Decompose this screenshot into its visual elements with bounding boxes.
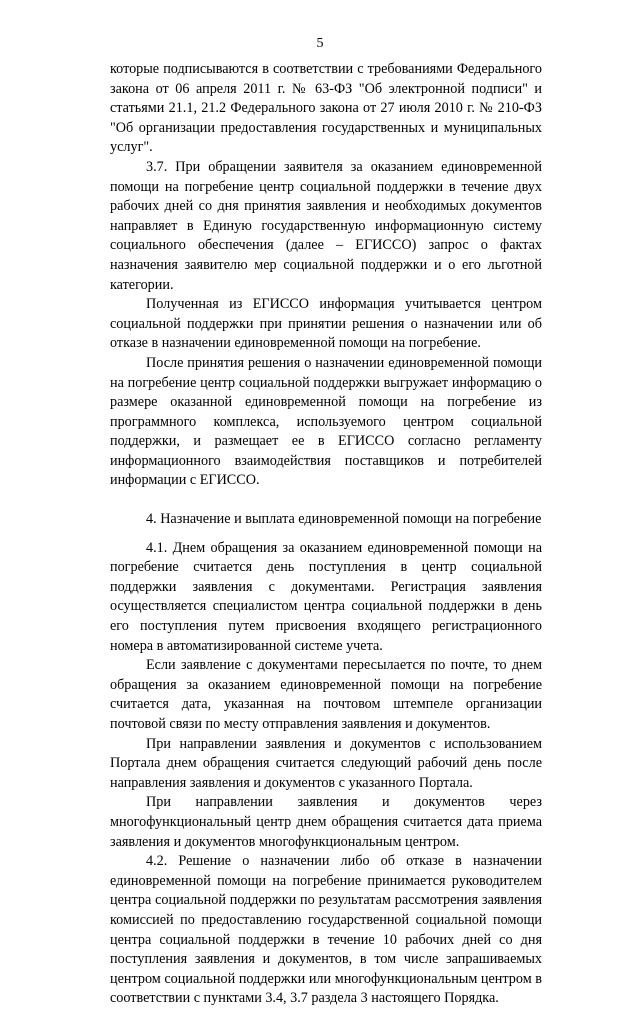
paragraph-egisso-upload: После принятия решения о назначении единовременной помощи на погребение центр социальной поддержки выгружает информацию о размере оказанной единовременной помощи на погребение из программного комплекса, используемого центром социальной поддержки, и размещает ее в ЕГИССО согласно регламенту информационного взаимодействия поставщиков и потребителей информации с ЕГИССО. [110,354,542,489]
document-body [110,60,542,1009]
paragraph-post: Если заявление с документами пересылается по почте, то днем обращения за оказанием единовременной помощи на погребение считается дата, указанная на почтовом штемпеле организации почтовой связи по месту отправления заявления и документов. [110,657,542,732]
paragraph-egisso-info: Полученная из ЕГИССО информация учитывается центром социальной поддержки при принятии решения о назначении или об отказе в назначении единовременной помощи на погребение. [110,296,542,352]
paragraph-mfc: При направлении заявления и документов через многофункциональный центр днем обращения считается дата приема заявления и документов многофункциональным центром. [110,794,542,850]
section-heading-4: 4. Назначение и выплата единовременной помощи на погребение [146,511,542,528]
paragraph-4-2: 4.2. Решение о назначении либо об отказе в назначении единовременной помощи на погребение принимается руководителем центра социальной поддержки по результатам рассмотрения заявления комиссией по предоставлению государственной социальной помощи центра социальной поддержки в течение 10 рабочих дней со дня поступления заявления и документов, в том числе запрашиваемых центром социальной поддержки или многофункциональным центром в соответствии с пунктами 3.4, 3.7 раздела 3 настоящего Порядка. [110,853,542,1007]
paragraph-continuation: которые подписываются в соответствии с требованиями Федерального закона от 06 апреля 2011 г. № 63-ФЗ "Об электронной подписи" и статьями 21.1, 21.2 Федерального закона от 27 июля 2010 г. № 210-ФЗ "Об организации предоставления государственных и муниципальных услуг". [110,61,542,156]
paragraph-3-7: 3.7. При обращении заявителя за оказанием единовременной помощи на погребение центр социальной поддержки в течение двух рабочих дней со дня принятия заявления и необходимых документов направляет в Единую государственную информационную систему социального обеспечения (далее – ЕГИССО) запрос о фактах назначения заявителю мер социальной поддержки и о его льготной категории. [110,158,542,293]
paragraph-portal: При направлении заявления и документов с использованием Портала днем обращения считается следующий рабочий день после направления заявления и документов с указанного Портала. [110,735,542,791]
paragraph-4-1: 4.1. Днем обращения за оказанием единовременной помощи на погребение считается день поступления в центр социальной поддержки заявления с документами. Регистрация заявления осуществляется специалистом центра социальной поддержки в день его поступления путем присвоения входящего регистрационного номера в автоматизированной системе учета. [110,539,542,654]
page-number: 5 [316,36,324,51]
